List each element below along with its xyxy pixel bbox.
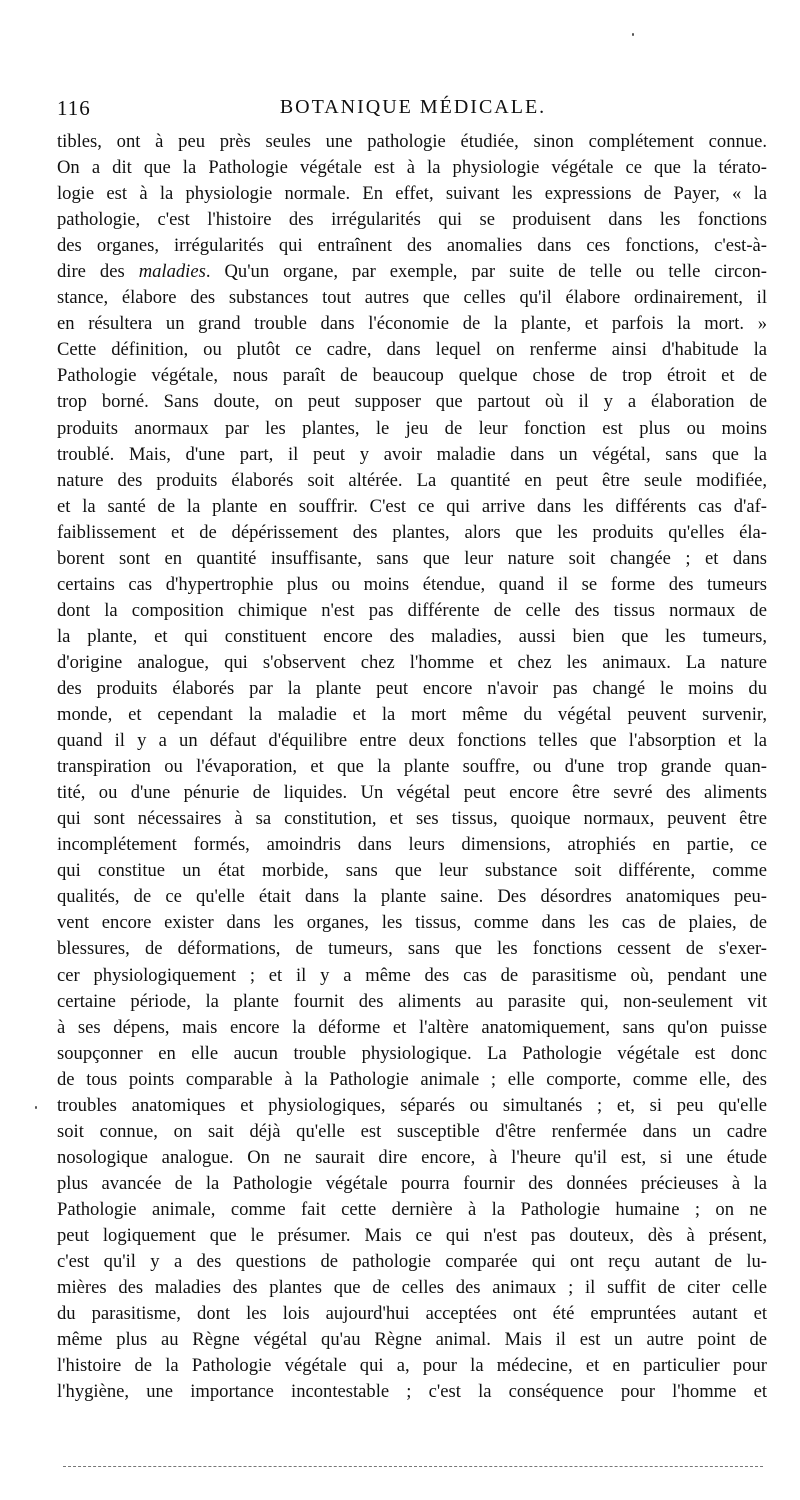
text-line: nosologique analogue. On ne saurait dire encore, à l'heure qu'il est, si une étude xyxy=(57,1146,767,1168)
running-title: BOTANIQUE MÉDICALE. xyxy=(279,96,547,118)
text-segment: . Qu'un organe, par exemple, par suite de telle ou telle circon- xyxy=(205,261,767,283)
text-line: borent sont en quantité insuffisante, sans que leur nature soit changée ; et dans xyxy=(57,547,767,569)
text-line: et la santé de la plante en souffrir. C'est ce qui arrive dans les différents cas d'af- xyxy=(57,495,767,517)
text-line: stance, élabore des substances tout autres que celles qu'il élabore ordinairement, il xyxy=(57,287,767,309)
text-line: faiblissement et de dépérissement des plantes, alors que les produits qu'elles éla- xyxy=(57,521,767,543)
text-line: tibles, ont à peu près seules une pathologie étudiée, sinon complétement connue. xyxy=(57,131,767,152)
text-line: Cette définition, ou plutôt ce cadre, dans lequel on renferme ainsi d'habitude la xyxy=(57,339,767,361)
text-line: trop borné. Sans doute, on peut supposer que partout où il y a élaboration de xyxy=(57,391,767,413)
text-line: On a dit que la Pathologie végétale est à la physiologie végétale ce que la térato- xyxy=(57,157,767,179)
text-line: produits anormaux par les plantes, le jeu de leur fonction est plus ou moins xyxy=(57,417,767,439)
text-line: mières des maladies des plantes que de celles des animaux ; il suffit de citer celle xyxy=(57,1277,767,1299)
text-line: des organes, irrégularités qui entraînent des anomalies dans ces fonctions, c'est-à- xyxy=(57,235,767,257)
text-line-with-italic xyxy=(57,259,767,285)
text-line: c'est qu'il y a des questions de pathologie comparée qui ont reçu autant de lu- xyxy=(57,1251,767,1273)
text-segment: dire des xyxy=(57,261,139,283)
text-line: la plante, et qui constituent encore des maladies, aussi bien que les tumeurs, xyxy=(57,625,767,647)
page-number: 116 xyxy=(57,96,91,120)
text-line: Pathologie animale, comme fait cette dernière à la Pathologie humaine ; on ne xyxy=(57,1198,767,1220)
text-line: qui constitue un état morbide, sans que leur substance soit différente, comme xyxy=(57,860,767,882)
body-text xyxy=(57,129,767,1405)
text-line: du parasitisme, dont les lois aujourd'hui acceptées ont été empruntées autant et xyxy=(57,1303,767,1325)
print-speck xyxy=(632,33,634,36)
text-line: l'histoire de la Pathologie végétale qui a, pour la médecine, et en particulier pour xyxy=(57,1355,767,1377)
italic-term: maladies xyxy=(138,261,206,283)
text-line: incomplétement formés, amoindris dans leurs dimensions, atrophiés en partie, ce xyxy=(57,834,767,856)
text-line: cer physiologiquement ; et il y a même des cas de parasitisme où, pendant une xyxy=(57,964,767,986)
running-head xyxy=(57,96,769,126)
print-speck xyxy=(35,1106,37,1109)
text-line: certaine période, la plante fournit des aliments au parasite qui, non-seulement vit xyxy=(57,990,767,1012)
text-line: d'origine analogue, qui s'observent chez l'homme et chez les animaux. La nature xyxy=(57,651,767,673)
text-line: qualités, de ce qu'elle était dans la plante saine. Des désordres anatomiques peu- xyxy=(57,886,767,908)
text-line: qui sont nécessaires à sa constitution, et ses tissus, quoique normaux, peuvent être xyxy=(57,808,767,830)
text-line: dont la composition chimique n'est pas différente de celle des tissus normaux de xyxy=(57,599,767,621)
text-line: des produits élaborés par la plante peut encore n'avoir pas changé le moins du xyxy=(57,677,767,699)
text-line: monde, et cependant la maladie et la mort même du végétal peuvent survenir, xyxy=(57,704,767,726)
bleed-through-rule xyxy=(63,1466,763,1467)
text-line: en résultera un grand trouble dans l'économie de la plante, et parfois la mort. » xyxy=(57,313,767,335)
text-line: logie est à la physiologie normale. En effet, suivant les expressions de Payer, « la xyxy=(57,183,767,205)
text-line: transpiration ou l'évaporation, et que la plante souffre, ou d'une trop grande quan- xyxy=(57,756,767,778)
text-line: troubles anatomiques et physiologiques, séparés ou simultanés ; et, si peu qu'elle xyxy=(57,1094,767,1116)
text-line: soupçonner en elle aucun trouble physiologique. La Pathologie végétale est donc xyxy=(57,1042,767,1064)
text-line: blessures, de déformations, de tumeurs, sans que les fonctions cessent de s'exer- xyxy=(57,938,767,960)
text-line: l'hygiène, une importance incontestable ; c'est la conséquence pour l'homme et xyxy=(57,1381,767,1403)
text-line: vent encore exister dans les organes, les tissus, comme dans les cas de plaies, de xyxy=(57,912,767,934)
text-line: à ses dépens, mais encore la déforme et l'altère anatomiquement, sans qu'on puisse xyxy=(57,1016,767,1038)
text-line: tité, ou d'une pénurie de liquides. Un végétal peut encore être sevré des aliments xyxy=(57,782,767,804)
text-line: peut logiquement que le présumer. Mais ce qui n'est pas douteux, dès à présent, xyxy=(57,1224,767,1246)
text-line: même plus au Règne végétal qu'au Règne animal. Mais il est un autre point de xyxy=(57,1329,767,1351)
text-line: quand il y a un défaut d'équilibre entre deux fonctions telles que l'absorption et la xyxy=(57,730,767,752)
text-line: Pathologie végétale, nous paraît de beaucoup quelque chose de trop étroit et de xyxy=(57,365,767,387)
text-line: soit connue, on sait déjà qu'elle est susceptible d'être renfermée dans un cadre xyxy=(57,1120,767,1142)
text-line: plus avancée de la Pathologie végétale pourra fournir des données précieuses à la xyxy=(57,1172,767,1194)
text-line: pathologie, c'est l'histoire des irrégularités qui se produisent dans les fonctions xyxy=(57,209,767,231)
text-line: de tous points comparable à la Pathologie animale ; elle comporte, comme elle, des xyxy=(57,1068,767,1090)
text-line: nature des produits élaborés soit altérée. La quantité en peut être seule modifiée, xyxy=(57,469,767,491)
text-line: troublé. Mais, d'une part, il peut y avoir maladie dans un végétal, sans que la xyxy=(57,443,767,465)
text-line: certains cas d'hypertrophie plus ou moins étendue, quand il se forme des tumeurs xyxy=(57,573,767,595)
